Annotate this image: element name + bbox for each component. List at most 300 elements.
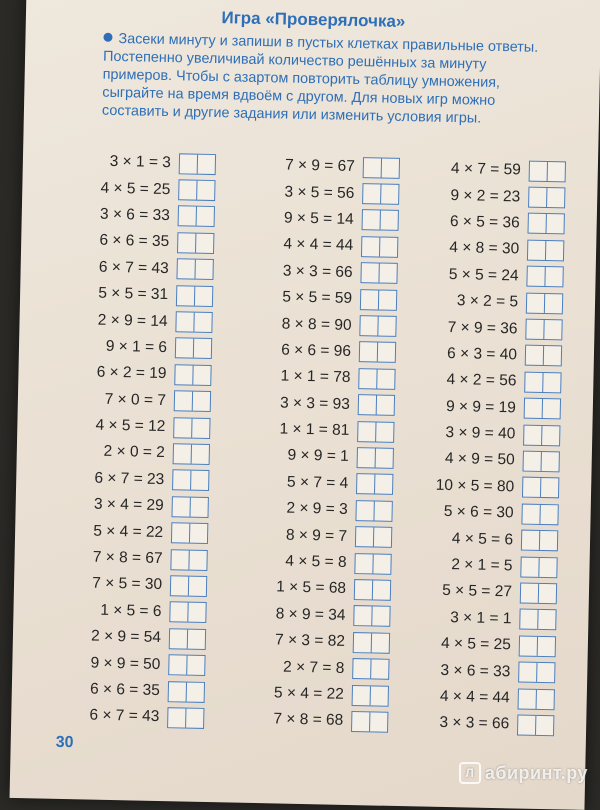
example-row (66, 359, 212, 388)
answer-cell[interactable] (527, 267, 544, 286)
answer-boxes[interactable] (527, 239, 564, 261)
answer-cell[interactable] (524, 452, 541, 471)
answer-cell[interactable] (545, 241, 563, 260)
answer-cell[interactable] (526, 320, 543, 339)
example-expression: 7 × 8 = 67 (92, 548, 163, 568)
answer-cell[interactable] (356, 527, 373, 546)
answer-cell[interactable] (370, 660, 388, 679)
example-expression: 4 × 5 = 6 (451, 529, 514, 549)
example-row (63, 491, 209, 520)
answer-cell[interactable] (169, 655, 186, 674)
answer-cell[interactable] (537, 610, 555, 629)
answer-cell[interactable] (519, 689, 536, 708)
answer-cell[interactable] (353, 659, 370, 678)
answer-cell[interactable] (543, 346, 561, 365)
answer-cell[interactable] (373, 528, 391, 547)
answer-cell[interactable] (529, 214, 546, 233)
example-row (235, 627, 391, 657)
answer-boxes[interactable] (355, 500, 392, 522)
example-row (403, 525, 559, 555)
answer-cell[interactable] (175, 365, 192, 384)
example-row (63, 517, 209, 546)
example-expression: 5 × 4 = 22 (93, 522, 164, 541)
answer-cell[interactable] (520, 610, 537, 629)
example-row (237, 495, 393, 525)
answer-cell[interactable] (547, 162, 565, 181)
answer-cell[interactable] (539, 531, 557, 550)
example-expression: 5 × 7 = 4 (286, 473, 349, 492)
example-row (243, 204, 399, 234)
answer-cell[interactable] (178, 233, 195, 252)
answer-cell[interactable] (545, 214, 563, 233)
answer-cell[interactable] (193, 313, 211, 332)
answer-cell[interactable] (361, 263, 378, 282)
answer-boxes[interactable] (173, 417, 210, 439)
answer-cell[interactable] (190, 471, 208, 490)
example-row (403, 498, 559, 528)
answer-cell[interactable] (191, 445, 209, 464)
example-row (67, 333, 213, 362)
answer-cell[interactable] (359, 395, 376, 414)
example-row (406, 393, 562, 423)
answer-cell[interactable] (546, 188, 564, 207)
answer-cell[interactable] (380, 185, 398, 204)
example-row (236, 574, 392, 604)
example-row (406, 366, 562, 396)
answer-cell[interactable] (364, 158, 381, 177)
example-row (404, 472, 560, 502)
example-row (60, 676, 206, 705)
answer-cell[interactable] (522, 504, 539, 523)
answer-boxes[interactable] (526, 266, 563, 288)
answer-boxes[interactable] (528, 187, 565, 209)
example-expression: 7 × 3 = 82 (274, 631, 346, 651)
answer-cell[interactable] (170, 629, 187, 648)
answer-boxes[interactable] (178, 179, 215, 201)
answer-boxes[interactable] (170, 549, 207, 571)
answer-cell[interactable] (197, 154, 215, 173)
answer-boxes[interactable] (174, 390, 211, 412)
answer-cell[interactable] (523, 478, 540, 497)
example-expression: 7 × 9 = 36 (447, 318, 518, 337)
answer-cell[interactable] (192, 365, 210, 384)
answer-boxes[interactable] (352, 685, 389, 707)
answer-cell[interactable] (360, 343, 377, 362)
answer-cell[interactable] (195, 234, 213, 253)
example-expression: 6 × 6 = 96 (281, 341, 352, 360)
answer-cell[interactable] (530, 161, 547, 180)
example-expression: 1 × 5 = 6 (100, 601, 162, 620)
example-row (243, 231, 399, 261)
answer-boxes[interactable] (521, 530, 558, 552)
answer-cell[interactable] (538, 557, 556, 576)
example-expression: 9 × 9 = 1 (287, 447, 349, 466)
answer-cell[interactable] (193, 339, 211, 358)
watermark-text: абиринт.ру (484, 762, 588, 783)
answer-cell[interactable] (177, 286, 194, 305)
example-expression: 4 × 8 = 30 (449, 239, 520, 258)
answer-cell[interactable] (171, 576, 188, 595)
answer-boxes[interactable] (520, 582, 557, 604)
example-row (65, 412, 211, 441)
answer-boxes[interactable] (176, 285, 213, 307)
answer-cell[interactable] (186, 682, 204, 701)
answer-cell[interactable] (540, 478, 558, 497)
answer-boxes[interactable] (358, 368, 395, 390)
example-expression: 2 × 9 = 14 (97, 311, 168, 330)
example-column-1 (59, 148, 216, 732)
answer-cell[interactable] (544, 294, 562, 313)
answer-cell[interactable] (356, 501, 373, 520)
answer-cell[interactable] (536, 663, 554, 682)
answer-cell[interactable] (539, 505, 557, 524)
answer-cell[interactable] (176, 312, 193, 331)
answer-boxes[interactable] (520, 556, 557, 578)
answer-cell[interactable] (172, 497, 189, 516)
answer-cell[interactable] (542, 399, 560, 418)
answer-cell[interactable] (179, 207, 196, 226)
answer-cell[interactable] (174, 418, 191, 437)
answer-boxes[interactable] (518, 688, 555, 710)
answer-cell[interactable] (189, 497, 207, 516)
answer-cell[interactable] (196, 181, 214, 200)
example-expression: 7 × 0 = 7 (104, 390, 167, 409)
example-expression: 4 × 5 = 12 (95, 416, 166, 436)
example-row (67, 306, 213, 335)
answer-cell[interactable] (525, 372, 542, 391)
answer-boxes[interactable] (177, 232, 214, 254)
answer-boxes[interactable] (523, 424, 560, 446)
answer-cell[interactable] (189, 524, 207, 543)
answer-cell[interactable] (353, 686, 370, 705)
answer-boxes[interactable] (356, 473, 393, 495)
answer-boxes[interactable] (354, 553, 391, 575)
answer-boxes[interactable] (527, 213, 564, 235)
answer-cell[interactable] (524, 425, 541, 444)
answer-cell[interactable] (180, 154, 197, 173)
answer-cell[interactable] (518, 715, 535, 734)
answer-cell[interactable] (186, 656, 204, 675)
answer-cell[interactable] (541, 426, 559, 445)
answer-cell[interactable] (358, 448, 375, 467)
answer-cell[interactable] (371, 633, 389, 652)
answer-cell[interactable] (173, 471, 190, 490)
answer-cell[interactable] (363, 211, 380, 230)
answer-boxes[interactable] (363, 157, 400, 179)
example-expression: 3 × 1 = 3 (109, 153, 172, 172)
answer-boxes[interactable] (359, 342, 396, 364)
answer-cell[interactable] (192, 392, 210, 411)
example-expression: 9 × 5 = 14 (283, 209, 354, 228)
example-row (404, 445, 560, 475)
answer-boxes[interactable] (362, 210, 399, 232)
answer-boxes[interactable] (357, 447, 394, 469)
answer-cell[interactable] (171, 550, 188, 569)
example-row (66, 386, 212, 415)
example-expression: 3 × 5 = 56 (284, 183, 355, 202)
example-expression: 2 × 0 = 2 (103, 443, 165, 462)
answer-boxes[interactable] (351, 711, 388, 733)
example-expression: 5 × 5 = 24 (448, 265, 519, 285)
answer-boxes[interactable] (172, 470, 209, 492)
answer-cell[interactable] (520, 636, 537, 655)
answer-cell[interactable] (170, 603, 187, 622)
answer-cell[interactable] (527, 293, 544, 312)
answer-cell[interactable] (380, 211, 398, 230)
answer-boxes[interactable] (526, 292, 563, 314)
example-expression: 3 × 6 = 33 (99, 205, 170, 225)
answer-cell[interactable] (176, 339, 193, 358)
answer-cell[interactable] (352, 712, 369, 731)
example-row (410, 182, 566, 212)
answer-cell[interactable] (372, 580, 390, 599)
answer-cell[interactable] (378, 290, 396, 309)
answer-boxes[interactable] (355, 526, 392, 548)
example-row (407, 340, 563, 370)
example-expression: 2 × 9 = 3 (286, 499, 348, 519)
answer-cell[interactable] (363, 184, 380, 203)
example-expression: 7 × 9 = 67 (284, 156, 356, 176)
answer-cell[interactable] (376, 396, 394, 415)
answer-boxes[interactable] (362, 183, 399, 205)
answer-boxes[interactable] (361, 236, 398, 258)
answer-boxes[interactable] (167, 707, 204, 729)
example-row (409, 208, 565, 238)
example-row (408, 287, 564, 317)
answer-cell[interactable] (375, 448, 393, 467)
example-row (401, 630, 557, 660)
example-expression: 3 × 3 = 93 (279, 394, 351, 413)
example-expression: 6 × 6 = 35 (99, 232, 170, 251)
answer-cell[interactable] (536, 689, 554, 708)
example-expression: 4 × 4 = 44 (283, 235, 354, 255)
answer-cell[interactable] (374, 475, 392, 494)
answer-cell[interactable] (372, 554, 390, 573)
example-row (61, 597, 207, 626)
example-expression: 1 × 5 = 68 (276, 578, 347, 598)
example-column-3 (399, 155, 566, 739)
answer-cell[interactable] (194, 286, 212, 305)
example-row (69, 227, 215, 256)
answer-boxes[interactable] (175, 338, 212, 360)
answer-boxes[interactable] (175, 311, 212, 333)
answer-cell[interactable] (529, 188, 546, 207)
answer-boxes[interactable] (525, 319, 562, 341)
answer-boxes[interactable] (519, 609, 556, 631)
answer-boxes[interactable] (521, 503, 558, 525)
example-row (242, 284, 398, 314)
answer-boxes[interactable] (357, 421, 394, 443)
example-row (239, 416, 395, 446)
answer-boxes[interactable] (517, 714, 554, 736)
example-expression: 9 × 9 = 19 (445, 397, 517, 417)
example-expression: 8 × 8 = 90 (281, 315, 352, 334)
answer-cell[interactable] (168, 708, 185, 727)
answer-cell[interactable] (525, 399, 542, 418)
example-expression: 5 × 6 = 30 (443, 503, 514, 522)
example-row (234, 679, 390, 709)
answer-cell[interactable] (169, 682, 186, 701)
example-expression: 5 × 5 = 27 (442, 582, 513, 601)
example-row (239, 442, 395, 472)
example-expression: 4 × 2 = 56 (446, 371, 517, 390)
answer-cell[interactable] (526, 346, 543, 365)
watermark-logo-icon: Л (459, 762, 481, 784)
example-expression: 7 × 8 = 68 (273, 710, 344, 730)
example-row (70, 201, 216, 230)
answer-cell[interactable] (172, 523, 189, 542)
bullet-icon (103, 33, 112, 42)
answer-cell[interactable] (377, 317, 395, 336)
example-column-2 (233, 152, 400, 736)
answer-cell[interactable] (355, 580, 372, 599)
answer-cell[interactable] (188, 550, 206, 569)
example-expression: 2 × 7 = 8 (282, 658, 345, 677)
example-row (408, 261, 564, 291)
answer-boxes[interactable] (529, 160, 566, 182)
answer-boxes[interactable] (170, 575, 207, 597)
answer-cell[interactable] (535, 716, 553, 735)
example-expression: 5 × 5 = 31 (98, 284, 169, 304)
answer-boxes[interactable] (169, 602, 206, 624)
example-expression: 1 × 1 = 78 (280, 367, 351, 387)
example-row (400, 656, 556, 686)
answer-cell[interactable] (528, 240, 545, 259)
example-expression: 2 × 1 = 5 (451, 556, 513, 575)
answer-boxes[interactable] (358, 394, 395, 416)
answer-boxes[interactable] (173, 443, 210, 465)
example-row (240, 363, 396, 393)
answer-cell[interactable] (361, 290, 378, 309)
example-row (68, 280, 214, 309)
example-expression: 4 × 5 = 25 (440, 635, 512, 654)
example-expression: 4 × 9 = 50 (444, 450, 515, 469)
answer-boxes[interactable] (359, 315, 396, 337)
answer-cell[interactable] (194, 260, 212, 279)
answer-cell[interactable] (359, 369, 376, 388)
answer-boxes[interactable] (524, 371, 561, 393)
workbook-page (10, 0, 600, 810)
answer-cell[interactable] (538, 584, 556, 603)
answer-boxes[interactable] (169, 628, 206, 650)
example-row (62, 544, 208, 573)
answer-cell[interactable] (191, 418, 209, 437)
example-expression: 4 × 5 = 25 (100, 179, 171, 198)
answer-cell[interactable] (522, 531, 539, 550)
answer-cell[interactable] (369, 712, 387, 731)
answer-cell[interactable] (354, 606, 371, 625)
example-row (245, 152, 401, 182)
answer-boxes[interactable] (353, 605, 390, 627)
answer-cell[interactable] (375, 422, 393, 441)
example-expression: 4 × 5 = 8 (285, 552, 347, 571)
answer-cell[interactable] (373, 501, 391, 520)
example-row (70, 174, 216, 203)
example-expression: 2 × 9 = 54 (90, 627, 162, 647)
answer-cell[interactable] (177, 260, 194, 279)
example-expression: 8 × 9 = 34 (275, 605, 346, 624)
answer-cell[interactable] (175, 391, 192, 410)
example-row (68, 254, 214, 283)
answer-cell[interactable] (521, 583, 538, 602)
answer-boxes[interactable] (360, 289, 397, 311)
watermark (459, 762, 588, 784)
answer-boxes[interactable] (168, 654, 205, 676)
answer-boxes[interactable] (360, 262, 397, 284)
answer-cell[interactable] (376, 369, 394, 388)
instructions (102, 30, 556, 129)
example-row (240, 389, 396, 419)
answer-cell[interactable] (188, 577, 206, 596)
answer-cell[interactable] (196, 207, 214, 226)
example-expression: 4 × 4 = 44 (439, 687, 510, 707)
example-row (61, 623, 207, 652)
example-row (241, 336, 397, 366)
answer-cell[interactable] (371, 607, 389, 626)
example-expression: 3 × 3 = 66 (282, 262, 353, 281)
answer-boxes[interactable] (179, 153, 216, 175)
answer-cell[interactable] (537, 637, 555, 656)
example-row (402, 551, 558, 581)
example-row (236, 547, 392, 577)
answer-boxes[interactable] (352, 658, 389, 680)
example-row (234, 653, 390, 683)
example-expression: 3 × 6 = 33 (440, 661, 511, 680)
answer-cell[interactable] (381, 158, 399, 177)
answer-cell[interactable] (544, 267, 562, 286)
answer-cell[interactable] (187, 629, 205, 648)
answer-cell[interactable] (174, 444, 191, 463)
answer-cell[interactable] (377, 343, 395, 362)
answer-cell[interactable] (379, 237, 397, 256)
answer-boxes[interactable] (171, 522, 208, 544)
answer-cell[interactable] (521, 557, 538, 576)
answer-boxes[interactable] (178, 206, 215, 228)
answer-cell[interactable] (360, 316, 377, 335)
answer-boxes[interactable] (525, 345, 562, 367)
answer-cell[interactable] (357, 474, 374, 493)
example-expression: 9 × 2 = 23 (450, 186, 521, 206)
answer-cell[interactable] (185, 708, 203, 727)
answer-cell[interactable] (179, 180, 196, 199)
answer-cell[interactable] (378, 264, 396, 283)
answer-cell[interactable] (358, 422, 375, 441)
answer-cell[interactable] (370, 686, 388, 705)
answer-boxes[interactable] (171, 496, 208, 518)
answer-boxes[interactable] (522, 477, 559, 499)
answer-boxes[interactable] (524, 398, 561, 420)
answer-boxes[interactable] (176, 259, 213, 281)
answer-boxes[interactable] (354, 579, 391, 601)
answer-boxes[interactable] (353, 632, 390, 654)
answer-cell[interactable] (354, 633, 371, 652)
answer-boxes[interactable] (168, 681, 205, 703)
answer-cell[interactable] (542, 373, 560, 392)
answer-boxes[interactable] (518, 662, 555, 684)
answer-cell[interactable] (543, 320, 561, 339)
answer-cell[interactable] (362, 237, 379, 256)
answer-cell[interactable] (355, 554, 372, 573)
answer-cell[interactable] (519, 663, 536, 682)
example-row (399, 709, 555, 739)
answer-boxes[interactable] (523, 451, 560, 473)
answer-cell[interactable] (541, 452, 559, 471)
answer-boxes[interactable] (519, 635, 556, 657)
answer-boxes[interactable] (174, 364, 211, 386)
example-row (242, 257, 398, 287)
answer-cell[interactable] (187, 603, 205, 622)
example-row (71, 148, 217, 177)
